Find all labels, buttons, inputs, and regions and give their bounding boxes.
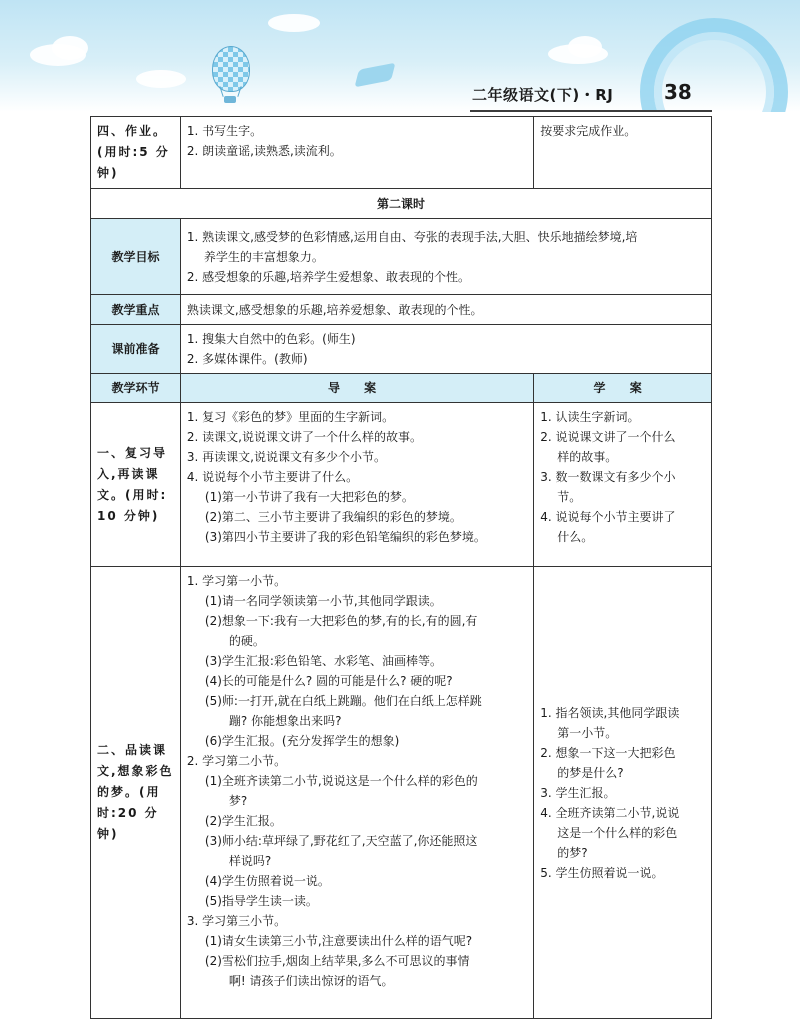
sub-item: (2)第二、三小节主要讲了我编织的彩色的梦境。 xyxy=(204,510,462,524)
focus-row xyxy=(91,295,712,325)
goals-row xyxy=(91,219,712,295)
stage2-guide xyxy=(180,567,533,1019)
list-item: 1. 熟读课文,感受梦的色彩情感,运用自由、夸张的表现手法,大胆、快乐地描绘梦境,培 xyxy=(186,229,638,244)
rainbow-decoration xyxy=(640,18,788,112)
list-item-continuation: 节。 xyxy=(557,490,582,504)
list-item: 3. 再读课文,说说课文有多少个小节。 xyxy=(186,450,386,464)
sub-item: (4)学生仿照着说一说。 xyxy=(204,874,330,888)
stage1-guide xyxy=(180,403,533,567)
book-title: 二年级语文(下)・RJ xyxy=(472,86,614,104)
sub-item: (5)指导学生读一读。 xyxy=(204,894,318,908)
stage2-study xyxy=(534,567,712,1019)
list-item-continuation: 的梦? xyxy=(557,845,588,860)
list-item: 2. 多媒体课件。(教师) xyxy=(186,352,308,366)
goals-label: 教学目标 xyxy=(91,219,181,295)
stage1-label: 一、复习导入,再读课文。(用时: 10 分钟) xyxy=(91,403,181,567)
sub-item: (4)长的可能是什么? 圆的可能是什么? 硬的呢? xyxy=(204,674,453,688)
sub-item: (6)学生汇报。(充分发挥学生的想象) xyxy=(204,734,400,748)
sub-item: (3)师小结:草坪绿了,野花红了,天空蓝了,你还能照这 xyxy=(204,834,478,848)
list-item: 4. 说说每个小节主要讲了 xyxy=(540,510,676,524)
stage1-row xyxy=(91,403,712,567)
balloon-basket xyxy=(224,96,236,103)
goals-content xyxy=(180,219,711,295)
homework-row xyxy=(91,117,712,189)
sub-item-continuation: 梦? xyxy=(228,794,248,808)
list-item: 3. 数一数课文有多少个小 xyxy=(540,470,676,484)
list-item: 3. 学生汇报。 xyxy=(540,785,616,800)
homework-tasks xyxy=(180,117,533,189)
sub-item: (1)请一名同学领读第一小节,其他同学跟读。 xyxy=(204,594,442,608)
list-item: 1. 复习《彩色的梦》里面的生字新词。 xyxy=(186,410,395,424)
focus-content: 熟读课文,感受想象的乐趣,培养爱想象、敢表现的个性。 xyxy=(180,295,711,325)
hot-air-balloon-icon xyxy=(212,46,250,92)
list-item-continuation: 什么。 xyxy=(557,530,594,544)
list-item: 2. 朗读童谣,读熟悉,读流利。 xyxy=(186,144,342,158)
sub-item: (2)学生汇报。 xyxy=(204,814,282,828)
sub-item-continuation: 样说吗? xyxy=(228,854,272,868)
sub-item: (2)雪松们拉手,烟囱上结苹果,多么不可思议的事情 xyxy=(204,954,470,968)
stage2-row xyxy=(91,567,712,1019)
list-item-continuation: 养学生的丰富想象力。 xyxy=(203,249,324,264)
sub-item-continuation: 啊! 请孩子们读出惊讶的语气。 xyxy=(228,974,394,988)
lesson-plan-table xyxy=(90,116,712,1019)
list-item: 2. 想象一下这一大把彩色 xyxy=(540,745,676,760)
column-header-row xyxy=(91,374,712,403)
list-item: 5. 学生仿照着说一说。 xyxy=(540,865,664,880)
prep-label: 课前准备 xyxy=(91,325,181,374)
list-item-continuation: 样的故事。 xyxy=(557,450,618,464)
list-item: 3. 学习第三小节。 xyxy=(186,914,287,928)
sub-item: (2)想象一下:我有一大把彩色的梦,有的长,有的圆,有 xyxy=(204,614,478,628)
homework-label: 四、作业。(用时:5 分钟) xyxy=(91,117,181,189)
list-item-continuation: 第一小节。 xyxy=(557,725,618,740)
prep-row xyxy=(91,325,712,374)
list-item-continuation: 的梦是什么? xyxy=(557,765,624,780)
list-item: 4. 说说每个小节主要讲了什么。 xyxy=(186,470,359,484)
sub-item: (1)全班齐读第二小节,说说这是一个什么样的彩色的 xyxy=(204,774,478,788)
prep-content xyxy=(180,325,711,374)
homework-student: 按要求完成作业。 xyxy=(534,117,712,189)
list-item: 2. 感受想象的乐趣,培养学生爱想象、敢表现的个性。 xyxy=(186,269,470,284)
list-item: 1. 书写生字。 xyxy=(186,124,263,138)
list-item-continuation: 这是一个什么样的彩色 xyxy=(557,825,678,840)
sub-item-continuation: 的硬。 xyxy=(228,634,265,648)
header-divider xyxy=(470,110,712,112)
cloud-decoration xyxy=(568,36,602,58)
stage2-label: 二、品读课文,想象彩色的梦。(用时:20 分钟) xyxy=(91,567,181,1019)
sub-item-continuation: 蹦? 你能想象出来吗? xyxy=(228,714,342,728)
list-item: 1. 搜集大自然中的色彩。(师生) xyxy=(186,332,356,346)
list-item: 2. 读课文,说说课文讲了一个什么样的故事。 xyxy=(186,430,422,444)
focus-label: 教学重点 xyxy=(91,295,181,325)
list-item: 2. 说说课文讲了一个什么 xyxy=(540,430,676,444)
column-header-study: 学 案 xyxy=(534,374,712,403)
sub-item: (3)学生汇报:彩色铅笔、水彩笔、油画棒等。 xyxy=(204,654,442,668)
list-item: 2. 学习第二小节。 xyxy=(186,754,287,768)
column-header-guide: 导 案 xyxy=(180,374,533,403)
session-title-row xyxy=(91,189,712,219)
list-item: 1. 认读生字新词。 xyxy=(540,410,640,424)
sub-item: (1)第一小节讲了我有一大把彩色的梦。 xyxy=(204,490,414,504)
stage1-study xyxy=(534,403,712,567)
session-title: 第二课时 xyxy=(91,189,712,219)
cloud-decoration xyxy=(268,14,320,32)
kite-icon xyxy=(354,63,395,88)
sub-item: (5)师:一打开,就在白纸上跳蹦。他们在白纸上怎样跳 xyxy=(204,694,482,708)
cloud-decoration xyxy=(52,36,88,60)
list-item: 4. 全班齐读第二小节,说说 xyxy=(540,805,680,820)
list-item: 1. 学习第一小节。 xyxy=(186,574,287,588)
column-header-stage: 教学环节 xyxy=(91,374,181,403)
cloud-decoration xyxy=(136,70,186,88)
list-item: 1. 指名领读,其他同学跟读 xyxy=(540,705,680,720)
sub-item: (3)第四小节主要讲了我的彩色铅笔编织的彩色梦境。 xyxy=(204,530,486,544)
sub-item: (1)请女生读第三小节,注意要读出什么样的语气呢? xyxy=(204,934,473,948)
page-number: 38 xyxy=(664,80,692,104)
